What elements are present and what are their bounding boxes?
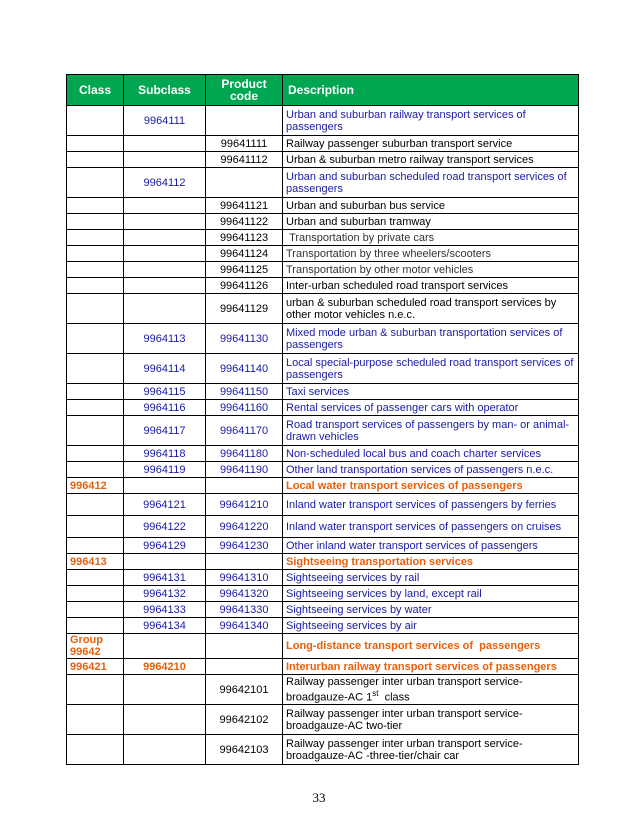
class-cell — [67, 586, 124, 602]
class-cell — [67, 136, 124, 152]
class-cell — [67, 446, 124, 462]
table-row — [67, 735, 579, 765]
header-class: Class — [67, 75, 124, 106]
description-cell: Railway passenger inter urban transport service-broadgauze-AC two-tier — [283, 705, 579, 735]
subclass-cell — [124, 478, 206, 494]
subclass-cell: 9964210 — [124, 659, 206, 675]
product-code-cell: 99642102 — [206, 705, 283, 735]
description-cell: Long-distance transport services of passengers — [283, 634, 579, 659]
product-code-cell — [206, 106, 283, 136]
table-row — [67, 294, 579, 324]
description-cell: Inland water transport services of passengers on cruises — [283, 516, 579, 538]
subclass-cell: 9964129 — [124, 538, 206, 554]
table-row — [67, 602, 579, 618]
class-cell — [67, 538, 124, 554]
description-cell: Inland water transport services of passengers by ferries — [283, 494, 579, 516]
product-code-cell: 99641150 — [206, 384, 283, 400]
description-cell: urban & suburban scheduled road transport services by other motor vehicles n.e.c. — [283, 294, 579, 324]
class-cell — [67, 494, 124, 516]
class-cell: Group 99642 — [67, 634, 124, 659]
description-cell: Railway passenger inter urban transport service-broadgauze-AC -three-tier/chair car — [283, 735, 579, 765]
table-row — [67, 494, 579, 516]
table-row — [67, 152, 579, 168]
product-code-cell: 99641320 — [206, 586, 283, 602]
description-cell: Local water transport services of passengers — [283, 478, 579, 494]
subclass-cell — [124, 152, 206, 168]
description-cell: Urban and suburban bus service — [283, 198, 579, 214]
product-code-cell: 99641129 — [206, 294, 283, 324]
description-cell: Urban and suburban tramway — [283, 214, 579, 230]
subclass-cell: 9964115 — [124, 384, 206, 400]
description-cell: Other land transportation services of passengers n.e.c. — [283, 462, 579, 478]
product-code-cell: 99641122 — [206, 214, 283, 230]
class-cell — [67, 262, 124, 278]
description-cell: Mixed mode urban & suburban transportation services of passengers — [283, 324, 579, 354]
table-row — [67, 659, 579, 675]
subclass-cell — [124, 198, 206, 214]
class-cell — [67, 198, 124, 214]
subclass-cell: 9964134 — [124, 618, 206, 634]
table-row — [67, 462, 579, 478]
table-row — [67, 278, 579, 294]
product-code-cell — [206, 168, 283, 198]
product-code-cell — [206, 634, 283, 659]
table-row — [67, 230, 579, 246]
subclass-cell — [124, 262, 206, 278]
table-row — [67, 400, 579, 416]
class-cell — [67, 570, 124, 586]
description-cell: Rental services of passenger cars with operator — [283, 400, 579, 416]
class-cell — [67, 106, 124, 136]
description-superscript: st — [372, 688, 379, 698]
description-cell: Interurban railway transport services of passengers — [283, 659, 579, 675]
product-code-cell: 99641160 — [206, 400, 283, 416]
subclass-cell: 9964111 — [124, 106, 206, 136]
class-cell — [67, 278, 124, 294]
description-cell: Transportation by three wheelers/scooters — [283, 246, 579, 262]
class-cell — [67, 705, 124, 735]
table-row — [67, 354, 579, 384]
table-row — [67, 446, 579, 462]
subclass-cell — [124, 214, 206, 230]
table-row — [67, 106, 579, 136]
class-cell — [67, 324, 124, 354]
table-row — [67, 416, 579, 446]
product-code-cell: 99641121 — [206, 198, 283, 214]
subclass-cell: 9964121 — [124, 494, 206, 516]
description-cell: Sightseeing services by water — [283, 602, 579, 618]
product-code-cell: 99641124 — [206, 246, 283, 262]
header-product-code: Product code — [206, 75, 283, 106]
class-cell — [67, 230, 124, 246]
description-cell: Sightseeing services by rail — [283, 570, 579, 586]
description-cell: Taxi services — [283, 384, 579, 400]
product-code-cell: 99641340 — [206, 618, 283, 634]
table-row — [67, 198, 579, 214]
description-tail: class — [378, 691, 410, 704]
description-cell: Sightseeing services by land, except rail — [283, 586, 579, 602]
class-cell — [67, 675, 124, 705]
subclass-cell: 9964112 — [124, 168, 206, 198]
page-number: 33 — [312, 790, 326, 805]
table-row — [67, 324, 579, 354]
product-code-cell — [206, 554, 283, 570]
class-cell — [67, 618, 124, 634]
class-cell — [67, 602, 124, 618]
product-code-cell: 99641111 — [206, 136, 283, 152]
product-code-cell: 99641126 — [206, 278, 283, 294]
subclass-cell: 9964113 — [124, 324, 206, 354]
subclass-cell: 9964133 — [124, 602, 206, 618]
description-cell — [283, 675, 579, 705]
subclass-cell — [124, 246, 206, 262]
table-row — [67, 516, 579, 538]
product-code-cell: 99641180 — [206, 446, 283, 462]
class-cell — [67, 354, 124, 384]
header-description: Description — [283, 75, 579, 106]
table-row — [67, 262, 579, 278]
table-row — [67, 570, 579, 586]
description-cell: Urban and suburban railway transport services of passengers — [283, 106, 579, 136]
product-code-cell: 99641130 — [206, 324, 283, 354]
product-code-cell: 99641190 — [206, 462, 283, 478]
subclass-cell: 9964131 — [124, 570, 206, 586]
description-cell: Road transport services of passengers by man- or animal-drawn vehicles — [283, 416, 579, 446]
table-row — [67, 538, 579, 554]
class-cell — [67, 516, 124, 538]
class-cell: 996413 — [67, 554, 124, 570]
subclass-cell: 9964114 — [124, 354, 206, 384]
description-cell: Inter-urban scheduled road transport services — [283, 278, 579, 294]
subclass-cell: 9964122 — [124, 516, 206, 538]
table-row — [67, 478, 579, 494]
subclass-cell: 9964118 — [124, 446, 206, 462]
class-cell — [67, 246, 124, 262]
table-row — [67, 618, 579, 634]
product-code-cell — [206, 478, 283, 494]
product-code-cell: 99641170 — [206, 416, 283, 446]
class-cell: 996412 — [67, 478, 124, 494]
description-cell: Sightseeing transportation services — [283, 554, 579, 570]
subclass-cell: 9964117 — [124, 416, 206, 446]
product-code-cell: 99641112 — [206, 152, 283, 168]
service-classification-table — [66, 74, 579, 765]
description-cell: Non-scheduled local bus and coach charter services — [283, 446, 579, 462]
product-code-cell: 99641123 — [206, 230, 283, 246]
product-code-cell: 99641140 — [206, 354, 283, 384]
table-row — [67, 634, 579, 659]
subclass-cell: 9964132 — [124, 586, 206, 602]
table-row — [67, 705, 579, 735]
description-cell: Other inland water transport services of passengers — [283, 538, 579, 554]
subclass-cell: 9964116 — [124, 400, 206, 416]
class-cell — [67, 152, 124, 168]
table-row — [67, 168, 579, 198]
table-row — [67, 246, 579, 262]
subclass-cell — [124, 136, 206, 152]
description-cell: Sightseeing services by air — [283, 618, 579, 634]
description-cell: Transportation by private cars — [283, 230, 579, 246]
subclass-cell — [124, 705, 206, 735]
subclass-cell — [124, 735, 206, 765]
table-row — [67, 554, 579, 570]
subclass-cell — [124, 294, 206, 324]
product-code-cell: 99641210 — [206, 494, 283, 516]
subclass-cell — [124, 634, 206, 659]
class-cell — [67, 214, 124, 230]
table-row — [67, 384, 579, 400]
product-code-cell: 99642103 — [206, 735, 283, 765]
description-text: Railway passenger inter urban transport service-broadgauze-AC 1 — [286, 675, 523, 704]
class-cell — [67, 735, 124, 765]
class-cell — [67, 416, 124, 446]
class-cell — [67, 168, 124, 198]
product-code-cell: 99642101 — [206, 675, 283, 705]
product-code-cell: 99641220 — [206, 516, 283, 538]
table-row — [67, 136, 579, 152]
product-code-cell: 99641330 — [206, 602, 283, 618]
description-cell: Transportation by other motor vehicles — [283, 262, 579, 278]
class-cell — [67, 384, 124, 400]
description-cell: Railway passenger suburban transport service — [283, 136, 579, 152]
subclass-cell: 9964119 — [124, 462, 206, 478]
class-cell — [67, 400, 124, 416]
table-row — [67, 214, 579, 230]
class-cell: 996421 — [67, 659, 124, 675]
header-subclass: Subclass — [124, 75, 206, 106]
subclass-cell — [124, 554, 206, 570]
description-cell: Urban & suburban metro railway transport services — [283, 152, 579, 168]
description-cell: Local special-purpose scheduled road transport services of passengers — [283, 354, 579, 384]
class-cell — [67, 294, 124, 324]
product-code-cell — [206, 659, 283, 675]
table-row — [67, 675, 579, 705]
description-cell: Urban and suburban scheduled road transport services of passengers — [283, 168, 579, 198]
product-code-cell: 99641230 — [206, 538, 283, 554]
class-cell — [67, 462, 124, 478]
subclass-cell — [124, 230, 206, 246]
subclass-cell — [124, 675, 206, 705]
table-row — [67, 586, 579, 602]
product-code-cell: 99641125 — [206, 262, 283, 278]
product-code-cell: 99641310 — [206, 570, 283, 586]
table-body — [67, 106, 579, 765]
table-header-row — [67, 75, 579, 106]
subclass-cell — [124, 278, 206, 294]
